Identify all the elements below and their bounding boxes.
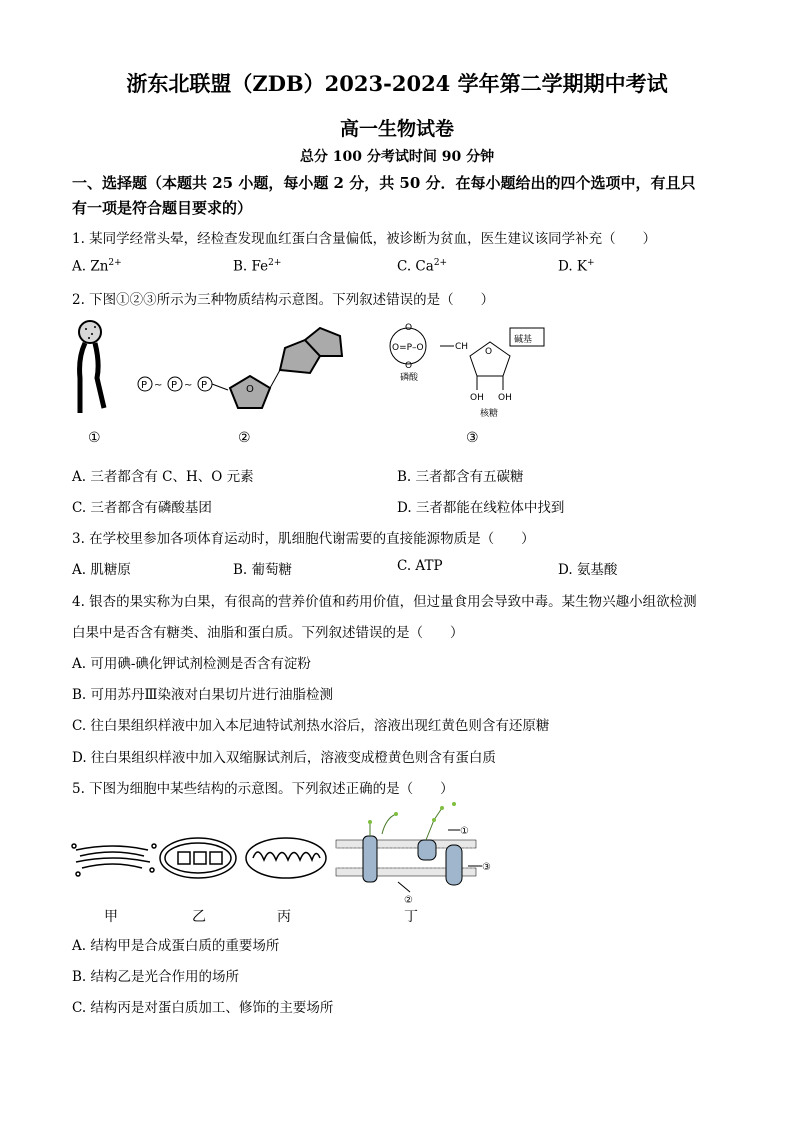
phospholipid-icon xyxy=(79,321,104,413)
q1-option-c: C. $Ca^{2+}$ xyxy=(397,258,448,275)
svg-text:O: O xyxy=(246,384,254,395)
membrane-mark-3: ③ xyxy=(482,862,491,873)
svg-text:O: O xyxy=(405,323,413,333)
nucleotide-icon xyxy=(390,323,544,419)
exam-subtitle: 高一生物试卷 xyxy=(339,118,454,140)
section-heading-line1: 一、选择题（本题共 25 小题，每小题 2 分，共 50 分．在每小题给出的四个选项中，有且只 xyxy=(72,174,696,192)
q2-fig-label-1: ① xyxy=(88,430,101,446)
q3-option-b: B. 葡萄糖 xyxy=(233,562,293,578)
atp-icon xyxy=(138,328,342,408)
q2-fig-label-2: ② xyxy=(238,430,251,446)
ribose-label: 核糖 xyxy=(480,409,499,419)
q5-option-a: A. 结构甲是合成蛋白质的重要场所 xyxy=(72,938,280,954)
svg-text:O=P–O: O=P–O xyxy=(392,343,424,353)
golgi-icon xyxy=(72,844,156,876)
q2-fig-label-3: ③ xyxy=(466,430,479,446)
q4-stem-line2: 白果中是否含有糖类、油脂和蛋白质。下列叙述错误的是（ ） xyxy=(72,625,464,641)
q4-option-b: B. 可用苏丹Ⅲ染液对白果切片进行油脂检测 xyxy=(72,687,334,703)
q2-structure-figure xyxy=(70,318,570,428)
q3-option-c: C. ATP xyxy=(397,558,443,574)
svg-text:O: O xyxy=(485,347,493,357)
svg-text:~: ~ xyxy=(154,380,163,391)
chloroplast-icon xyxy=(160,838,236,878)
membrane-mark-1: ① xyxy=(460,826,469,837)
svg-text:~: ~ xyxy=(184,380,193,391)
q4-option-d: D. 往白果组织样液中加入双缩脲试剂后，溶液变成橙黄色则含有蛋白质 xyxy=(72,750,496,766)
svg-text:OH: OH xyxy=(498,393,512,403)
svg-text:P: P xyxy=(201,380,208,391)
q5-option-c: C. 结构丙是对蛋白质加工、修饰的主要场所 xyxy=(72,1000,334,1016)
q5-option-b: B. 结构乙是光合作用的场所 xyxy=(72,969,240,985)
q1-option-a: A. $Zn^{2+}$ xyxy=(72,258,122,275)
q5-fig-label-bing: 丙 xyxy=(277,909,291,925)
q3-option-a: A. 肌糖原 xyxy=(72,562,131,578)
q2-option-b: B. 三者都含有五碳糖 xyxy=(397,469,524,485)
exam-info: 总分 100 分考试时间 90 分钟 xyxy=(299,149,495,165)
q2-option-a: A. 三者都含有 C、H、O 元素 xyxy=(72,469,254,485)
q2-option-c: C. 三者都含有磷酸基团 xyxy=(72,500,212,516)
q3-option-d: D. 氨基酸 xyxy=(558,562,618,578)
q5-fig-label-yi: 乙 xyxy=(192,909,206,925)
membrane-mark-2: ② xyxy=(404,895,413,905)
section-heading-line2: 有一项是符合题目要求的） xyxy=(72,199,253,217)
base-label: 碱基 xyxy=(514,335,533,345)
q5-fig-label-ding: 丁 xyxy=(404,909,418,925)
q4-option-c: C. 往白果组织样液中加入本尼迪特试剂热水浴后，溶液出现红黄色则含有还原糖 xyxy=(72,718,550,734)
exam-title: 浙东北联盟（ZDB）2023-2024 学年第二学期期中考试 xyxy=(126,71,668,96)
q1-option-b: B. $Fe^{2+}$ xyxy=(233,258,282,275)
q2-stem: 2. 下图①②③所示为三种物质结构示意图。下列叙述错误的是（ ） xyxy=(72,292,495,308)
q5-fig-label-jia: 甲 xyxy=(104,909,118,925)
svg-text:O: O xyxy=(405,361,413,371)
q1-option-d: D. K+ xyxy=(558,258,595,275)
q1-stem: 1. 某同学经常头晕，经检查发现血红蛋白含量偏低，被诊断为贫血，医生建议该同学补充（ ） xyxy=(72,231,657,247)
q2-option-d: D. 三者都能在线粒体中找到 xyxy=(397,500,565,516)
q4-option-a: A. 可用碘-碘化钾试剂检测是否含有淀粉 xyxy=(72,656,311,672)
svg-text:P: P xyxy=(141,380,148,391)
mitochondrion-icon xyxy=(246,838,326,878)
phosphate-label: 磷酸 xyxy=(400,373,419,383)
svg-text:CH: CH xyxy=(455,342,469,352)
cell-membrane-icon xyxy=(336,802,491,905)
svg-text:OH: OH xyxy=(470,393,484,403)
q5-stem: 5. 下图为细胞中某些结构的示意图。下列叙述正确的是（ ） xyxy=(72,781,454,797)
svg-text:P: P xyxy=(171,380,178,391)
q3-stem: 3. 在学校里参加各项体育运动时，肌细胞代谢需要的直接能源物质是（ ） xyxy=(72,531,535,547)
q4-stem-line1: 4. 银杏的果实称为白果，有很高的营养价值和药用价值，但过量食用会导致中毒。某生物兴趣小组欲检测 xyxy=(72,594,697,610)
q5-organelle-figure xyxy=(68,800,508,905)
